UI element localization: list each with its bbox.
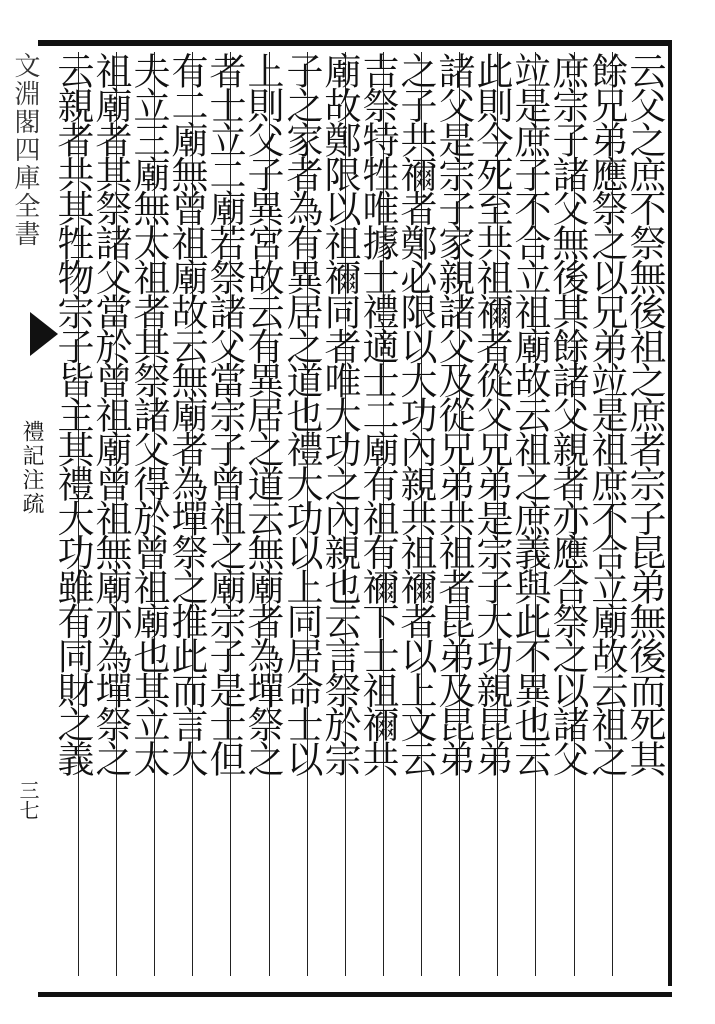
text-column: 餘兄弟應祭之以兄弟竝是祖庶不合立廟故云祖之 bbox=[585, 52, 628, 775]
text-column: 廟故鄭限以祖禰同者唯大功之內親也云言祭於宗 bbox=[318, 52, 361, 775]
book-title: 禮記注疏 bbox=[19, 420, 44, 516]
text-column: 云親者共其牲物宗子皆主其禮大功雖有同財之義 bbox=[51, 52, 94, 775]
text-column: 祖廟者其祭諸父當於曾祖廟曾祖無廟亦為墠祭之 bbox=[89, 52, 132, 775]
text-column: 竝是庶子不合立祖廟故云祖之庶義與此不異也云 bbox=[508, 52, 551, 775]
text-column: 之子共禰者鄭必限以大功內親共祖禰者以上文云 bbox=[394, 52, 437, 775]
text-column: 庶宗子諸父無後其餘諸父親者亦應合祭之以諸父 bbox=[546, 52, 589, 775]
text-column: 諸父是宗子家親諸父及從兄弟共祖者昆弟及昆弟 bbox=[432, 52, 475, 775]
text-column: 吉祭特牲唯據士禮適士二廟有祖有禰下士祖禰共 bbox=[356, 52, 399, 775]
text-column: 云父之庶不祭無後祖之庶者宗子昆弟無後而死其 bbox=[623, 52, 666, 775]
text-column: 者士立二廟若祭諸父當宗子曾祖之廟宗子是士但 bbox=[203, 52, 246, 775]
text-column: 夫立三廟無太祖者其祭諸父得於曾祖廟也其立太 bbox=[127, 52, 170, 775]
text-column: 此則今死至共祖禰者從父兄弟是宗子大功親昆弟 bbox=[470, 52, 513, 775]
text-column: 有二廟無曾祖廟故云無廟者為墠祭之推此而言大 bbox=[165, 52, 208, 775]
text-column: 上則父子異宮故云有異居之道云無廟者為墠祭之 bbox=[241, 52, 284, 775]
page-number: 三七 bbox=[16, 780, 40, 820]
text-column: 子之家者為有異居之道也禮大功以上同居命士以 bbox=[280, 52, 323, 775]
margin-edge-text: 文淵閣四庫全書 bbox=[10, 52, 40, 248]
